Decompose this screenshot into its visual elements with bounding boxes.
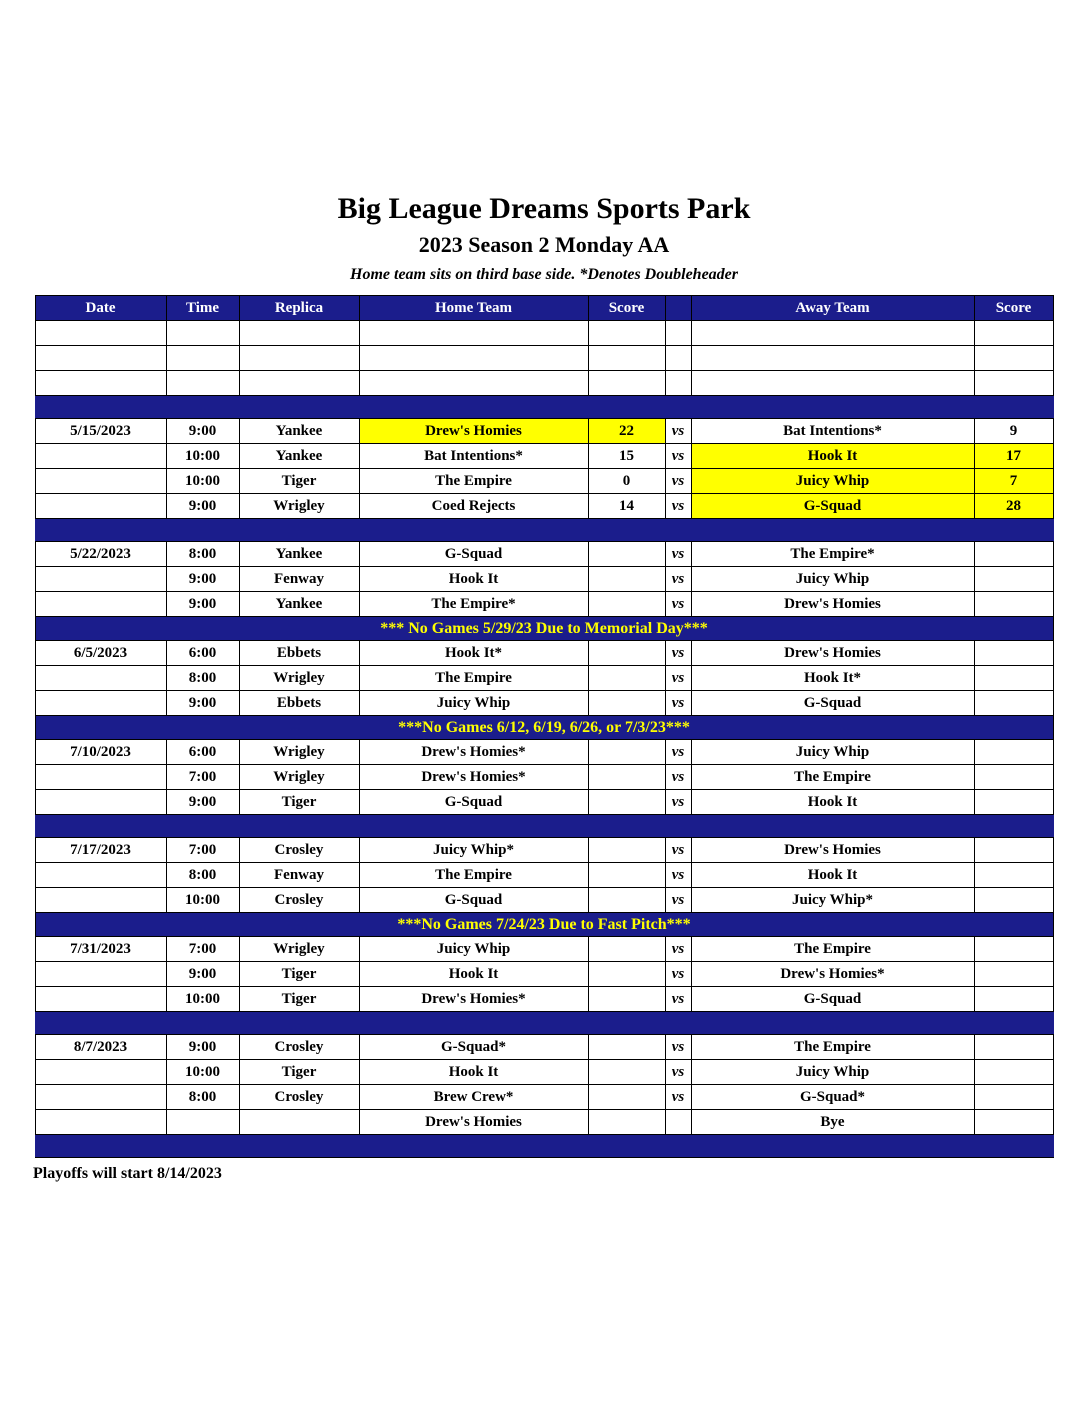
cell-vs: vs bbox=[665, 567, 691, 592]
cell-away-team: Juicy Whip bbox=[691, 567, 974, 592]
cell-date bbox=[35, 469, 166, 494]
cell-home-score: 0 bbox=[588, 469, 665, 494]
table-row bbox=[35, 1060, 1053, 1085]
document-header bbox=[0, 0, 1088, 284]
cell-away-team: G-Squad bbox=[691, 494, 974, 519]
table-cell-empty bbox=[166, 321, 239, 346]
cell-vs: vs bbox=[665, 1085, 691, 1110]
cell-home-score bbox=[588, 1085, 665, 1110]
cell-home-score bbox=[588, 740, 665, 765]
cell-replica: Tiger bbox=[239, 790, 359, 815]
cell-away-score bbox=[974, 962, 1053, 987]
cell-time: 9:00 bbox=[166, 419, 239, 444]
cell-time: 6:00 bbox=[166, 740, 239, 765]
table-header-row bbox=[35, 296, 1053, 321]
cell-replica: Tiger bbox=[239, 987, 359, 1012]
cell-away-score bbox=[974, 567, 1053, 592]
table-cell-empty bbox=[166, 346, 239, 371]
cell-home-score bbox=[588, 542, 665, 567]
table-row-empty bbox=[35, 346, 1053, 371]
table-cell-empty bbox=[239, 371, 359, 396]
table-row bbox=[35, 419, 1053, 444]
cell-time: 6:00 bbox=[166, 641, 239, 666]
cell-date: 5/22/2023 bbox=[35, 542, 166, 567]
table-row-notice bbox=[35, 617, 1053, 641]
cell-away-team: Juicy Whip* bbox=[691, 888, 974, 913]
cell-home-team: The Empire* bbox=[359, 592, 588, 617]
cell-home-team: The Empire bbox=[359, 666, 588, 691]
table-cell-empty bbox=[359, 321, 588, 346]
table-body bbox=[35, 321, 1053, 1158]
cell-away-team: The Empire* bbox=[691, 542, 974, 567]
cell-time: 10:00 bbox=[166, 469, 239, 494]
cell-date: 8/7/2023 bbox=[35, 1035, 166, 1060]
cell-home-team: Bat Intentions* bbox=[359, 444, 588, 469]
table-row bbox=[35, 937, 1053, 962]
cell-replica bbox=[239, 1110, 359, 1135]
cell-date bbox=[35, 494, 166, 519]
cell-home-team: G-Squad* bbox=[359, 1035, 588, 1060]
cell-away-team: Hook It* bbox=[691, 666, 974, 691]
table-row bbox=[35, 838, 1053, 863]
cell-away-score bbox=[974, 592, 1053, 617]
cell-home-team: Hook It bbox=[359, 567, 588, 592]
cell-home-score bbox=[588, 987, 665, 1012]
cell-replica: Ebbets bbox=[239, 641, 359, 666]
cell-away-team: The Empire bbox=[691, 1035, 974, 1060]
cell-home-score bbox=[588, 962, 665, 987]
table-row bbox=[35, 987, 1053, 1012]
table-cell-empty bbox=[665, 371, 691, 396]
table-cell-empty bbox=[691, 321, 974, 346]
cell-away-team: Drew's Homies bbox=[691, 641, 974, 666]
cell-vs: vs bbox=[665, 469, 691, 494]
cell-away-score bbox=[974, 888, 1053, 913]
notice-text: *** No Games 5/29/23 Due to Memorial Day*** bbox=[35, 617, 1053, 641]
cell-time bbox=[166, 1110, 239, 1135]
table-cell-empty bbox=[588, 346, 665, 371]
table-row-bye bbox=[35, 1110, 1053, 1135]
cell-vs: vs bbox=[665, 666, 691, 691]
cell-date bbox=[35, 691, 166, 716]
cell-date bbox=[35, 1110, 166, 1135]
cell-date bbox=[35, 888, 166, 913]
table-cell-empty bbox=[239, 321, 359, 346]
cell-vs: vs bbox=[665, 863, 691, 888]
cell-vs: vs bbox=[665, 444, 691, 469]
cell-vs: vs bbox=[665, 740, 691, 765]
separator-bar bbox=[35, 519, 1053, 542]
table-row bbox=[35, 592, 1053, 617]
separator-bar bbox=[35, 1012, 1053, 1035]
cell-home-score: 15 bbox=[588, 444, 665, 469]
cell-replica: Crosley bbox=[239, 838, 359, 863]
table-cell-empty bbox=[35, 346, 166, 371]
cell-home-team: Drew's Homies* bbox=[359, 740, 588, 765]
cell-away-team: Drew's Homies* bbox=[691, 962, 974, 987]
cell-replica: Tiger bbox=[239, 1060, 359, 1085]
page-title: Big League Dreams Sports Park bbox=[337, 192, 751, 225]
cell-vs: vs bbox=[665, 1060, 691, 1085]
cell-away-score: 17 bbox=[974, 444, 1053, 469]
cell-home-score bbox=[588, 1110, 665, 1135]
table-cell-empty bbox=[588, 321, 665, 346]
cell-date bbox=[35, 863, 166, 888]
cell-replica: Crosley bbox=[239, 1035, 359, 1060]
cell-replica: Yankee bbox=[239, 444, 359, 469]
cell-time: 9:00 bbox=[166, 1035, 239, 1060]
cell-away-score bbox=[974, 765, 1053, 790]
cell-home-score bbox=[588, 567, 665, 592]
cell-time: 9:00 bbox=[166, 567, 239, 592]
cell-home-score bbox=[588, 790, 665, 815]
cell-home-score bbox=[588, 691, 665, 716]
table-row-separator bbox=[35, 519, 1053, 542]
cell-home-score: 14 bbox=[588, 494, 665, 519]
cell-away-team: Juicy Whip bbox=[691, 1060, 974, 1085]
table-cell-empty bbox=[359, 346, 588, 371]
cell-away-score bbox=[974, 987, 1053, 1012]
cell-away-team: Bat Intentions* bbox=[691, 419, 974, 444]
cell-replica: Yankee bbox=[239, 419, 359, 444]
cell-away-team: G-Squad bbox=[691, 987, 974, 1012]
table-row bbox=[35, 962, 1053, 987]
cell-away-score: 7 bbox=[974, 469, 1053, 494]
cell-away-team: Drew's Homies bbox=[691, 838, 974, 863]
cell-away-team: Bye bbox=[691, 1110, 974, 1135]
cell-time: 10:00 bbox=[166, 888, 239, 913]
cell-home-score bbox=[588, 937, 665, 962]
table-row bbox=[35, 494, 1053, 519]
column-header-time: Time bbox=[166, 296, 239, 321]
playoffs-note: Playoffs will start 8/14/2023 bbox=[33, 1165, 222, 1183]
column-header-replica: Replica bbox=[239, 296, 359, 321]
table-cell-empty bbox=[974, 346, 1053, 371]
cell-vs: vs bbox=[665, 838, 691, 863]
table-row-separator bbox=[35, 1135, 1053, 1158]
cell-home-score bbox=[588, 888, 665, 913]
cell-home-score bbox=[588, 838, 665, 863]
table-row bbox=[35, 1035, 1053, 1060]
table-row bbox=[35, 444, 1053, 469]
cell-vs: vs bbox=[665, 494, 691, 519]
table-cell-empty bbox=[974, 321, 1053, 346]
cell-away-score: 9 bbox=[974, 419, 1053, 444]
table-row bbox=[35, 567, 1053, 592]
cell-replica: Wrigley bbox=[239, 666, 359, 691]
cell-time: 7:00 bbox=[166, 838, 239, 863]
cell-time: 7:00 bbox=[166, 937, 239, 962]
cell-replica: Wrigley bbox=[239, 740, 359, 765]
table-cell-empty bbox=[665, 321, 691, 346]
table-row bbox=[35, 666, 1053, 691]
cell-vs: vs bbox=[665, 765, 691, 790]
table-row bbox=[35, 790, 1053, 815]
cell-date bbox=[35, 666, 166, 691]
table-cell-empty bbox=[35, 371, 166, 396]
cell-away-team: Hook It bbox=[691, 790, 974, 815]
column-header-away-score: Score bbox=[974, 296, 1053, 321]
cell-time: 8:00 bbox=[166, 1085, 239, 1110]
cell-vs: vs bbox=[665, 1035, 691, 1060]
cell-time: 8:00 bbox=[166, 666, 239, 691]
cell-date bbox=[35, 1060, 166, 1085]
cell-home-team: G-Squad bbox=[359, 888, 588, 913]
cell-vs: vs bbox=[665, 419, 691, 444]
cell-home-score bbox=[588, 765, 665, 790]
column-header-home-team: Home Team bbox=[359, 296, 588, 321]
cell-vs: vs bbox=[665, 542, 691, 567]
cell-time: 8:00 bbox=[166, 542, 239, 567]
cell-home-team: Drew's Homies* bbox=[359, 765, 588, 790]
cell-away-score bbox=[974, 937, 1053, 962]
table-row bbox=[35, 641, 1053, 666]
cell-home-team: Drew's Homies* bbox=[359, 987, 588, 1012]
cell-vs bbox=[665, 1110, 691, 1135]
cell-vs: vs bbox=[665, 962, 691, 987]
table-cell-empty bbox=[665, 346, 691, 371]
cell-vs: vs bbox=[665, 641, 691, 666]
cell-home-team: The Empire bbox=[359, 863, 588, 888]
table-row bbox=[35, 888, 1053, 913]
cell-away-score bbox=[974, 641, 1053, 666]
cell-away-team: Hook It bbox=[691, 863, 974, 888]
cell-away-score bbox=[974, 1035, 1053, 1060]
cell-away-score: 28 bbox=[974, 494, 1053, 519]
table-row bbox=[35, 740, 1053, 765]
cell-date: 5/15/2023 bbox=[35, 419, 166, 444]
column-header-home-score: Score bbox=[588, 296, 665, 321]
cell-home-score: 22 bbox=[588, 419, 665, 444]
table-row bbox=[35, 542, 1053, 567]
cell-time: 9:00 bbox=[166, 691, 239, 716]
cell-replica: Tiger bbox=[239, 962, 359, 987]
cell-home-team: Drew's Homies bbox=[359, 1110, 588, 1135]
cell-time: 7:00 bbox=[166, 765, 239, 790]
table-cell-empty bbox=[691, 346, 974, 371]
cell-away-score bbox=[974, 691, 1053, 716]
cell-date: 7/31/2023 bbox=[35, 937, 166, 962]
cell-date bbox=[35, 444, 166, 469]
cell-time: 10:00 bbox=[166, 444, 239, 469]
cell-replica: Ebbets bbox=[239, 691, 359, 716]
table-row bbox=[35, 469, 1053, 494]
page-subtitle: 2023 Season 2 Monday AA bbox=[418, 231, 670, 257]
table-row-separator bbox=[35, 1012, 1053, 1035]
cell-vs: vs bbox=[665, 592, 691, 617]
header-note: Home team sits on third base side. *Denotes Doubleheader bbox=[350, 265, 738, 283]
column-header-away-team: Away Team bbox=[691, 296, 974, 321]
cell-vs: vs bbox=[665, 987, 691, 1012]
cell-time: 9:00 bbox=[166, 790, 239, 815]
cell-away-team: Drew's Homies bbox=[691, 592, 974, 617]
table-cell-empty bbox=[35, 321, 166, 346]
cell-away-score bbox=[974, 740, 1053, 765]
cell-home-team: Juicy Whip bbox=[359, 937, 588, 962]
cell-date: 7/17/2023 bbox=[35, 838, 166, 863]
table-row-notice bbox=[35, 716, 1053, 740]
cell-away-team: The Empire bbox=[691, 765, 974, 790]
cell-away-score bbox=[974, 666, 1053, 691]
table-row-empty bbox=[35, 371, 1053, 396]
cell-replica: Fenway bbox=[239, 567, 359, 592]
table-row bbox=[35, 863, 1053, 888]
cell-date: 7/10/2023 bbox=[35, 740, 166, 765]
schedule-table bbox=[35, 295, 1054, 1158]
cell-vs: vs bbox=[665, 790, 691, 815]
cell-time: 10:00 bbox=[166, 1060, 239, 1085]
cell-replica: Crosley bbox=[239, 888, 359, 913]
table-cell-empty bbox=[588, 371, 665, 396]
table-row-separator bbox=[35, 815, 1053, 838]
cell-home-team: Hook It bbox=[359, 1060, 588, 1085]
cell-replica: Wrigley bbox=[239, 494, 359, 519]
cell-away-score bbox=[974, 1085, 1053, 1110]
cell-home-team: Juicy Whip bbox=[359, 691, 588, 716]
table-row-empty bbox=[35, 321, 1053, 346]
cell-replica: Wrigley bbox=[239, 765, 359, 790]
cell-home-team: The Empire bbox=[359, 469, 588, 494]
cell-replica: Crosley bbox=[239, 1085, 359, 1110]
cell-date bbox=[35, 567, 166, 592]
cell-away-team: Juicy Whip bbox=[691, 469, 974, 494]
cell-vs: vs bbox=[665, 937, 691, 962]
notice-text: ***No Games 7/24/23 Due to Fast Pitch*** bbox=[35, 913, 1053, 937]
cell-away-score bbox=[974, 863, 1053, 888]
cell-away-score bbox=[974, 790, 1053, 815]
cell-home-team: Coed Rejects bbox=[359, 494, 588, 519]
cell-vs: vs bbox=[665, 691, 691, 716]
table-cell-empty bbox=[166, 371, 239, 396]
cell-away-team: G-Squad* bbox=[691, 1085, 974, 1110]
cell-date bbox=[35, 592, 166, 617]
cell-home-team: Hook It* bbox=[359, 641, 588, 666]
separator-bar bbox=[35, 1135, 1053, 1158]
cell-home-team: Brew Crew* bbox=[359, 1085, 588, 1110]
cell-replica: Yankee bbox=[239, 592, 359, 617]
cell-home-score bbox=[588, 863, 665, 888]
cell-time: 9:00 bbox=[166, 592, 239, 617]
cell-date bbox=[35, 987, 166, 1012]
cell-away-team: The Empire bbox=[691, 937, 974, 962]
table-row-separator bbox=[35, 396, 1053, 419]
cell-date bbox=[35, 1085, 166, 1110]
table-row bbox=[35, 691, 1053, 716]
cell-date bbox=[35, 765, 166, 790]
cell-away-team: G-Squad bbox=[691, 691, 974, 716]
cell-date: 6/5/2023 bbox=[35, 641, 166, 666]
cell-away-score bbox=[974, 838, 1053, 863]
separator-bar bbox=[35, 815, 1053, 838]
cell-home-team: G-Squad bbox=[359, 542, 588, 567]
cell-home-score bbox=[588, 592, 665, 617]
cell-vs: vs bbox=[665, 888, 691, 913]
table-row bbox=[35, 1085, 1053, 1110]
cell-date bbox=[35, 790, 166, 815]
cell-away-team: Hook It bbox=[691, 444, 974, 469]
table-row-notice bbox=[35, 913, 1053, 937]
cell-home-score bbox=[588, 641, 665, 666]
column-header-vs bbox=[665, 296, 691, 321]
cell-time: 10:00 bbox=[166, 987, 239, 1012]
cell-replica: Tiger bbox=[239, 469, 359, 494]
cell-home-score bbox=[588, 666, 665, 691]
table-cell-empty bbox=[239, 346, 359, 371]
cell-home-score bbox=[588, 1060, 665, 1085]
cell-replica: Yankee bbox=[239, 542, 359, 567]
cell-replica: Wrigley bbox=[239, 937, 359, 962]
column-header-date: Date bbox=[35, 296, 166, 321]
cell-date bbox=[35, 962, 166, 987]
cell-replica: Fenway bbox=[239, 863, 359, 888]
cell-away-score bbox=[974, 542, 1053, 567]
separator-bar bbox=[35, 396, 1053, 419]
table-cell-empty bbox=[691, 371, 974, 396]
cell-home-team: Drew's Homies bbox=[359, 419, 588, 444]
notice-text: ***No Games 6/12, 6/19, 6/26, or 7/3/23*** bbox=[35, 716, 1053, 740]
cell-home-team: Juicy Whip* bbox=[359, 838, 588, 863]
table-cell-empty bbox=[974, 371, 1053, 396]
cell-home-score bbox=[588, 1035, 665, 1060]
cell-away-score bbox=[974, 1060, 1053, 1085]
cell-time: 9:00 bbox=[166, 494, 239, 519]
cell-away-score bbox=[974, 1110, 1053, 1135]
table-row bbox=[35, 765, 1053, 790]
table-cell-empty bbox=[359, 371, 588, 396]
cell-away-team: Juicy Whip bbox=[691, 740, 974, 765]
cell-home-team: G-Squad bbox=[359, 790, 588, 815]
cell-time: 9:00 bbox=[166, 962, 239, 987]
cell-home-team: Hook It bbox=[359, 962, 588, 987]
cell-time: 8:00 bbox=[166, 863, 239, 888]
